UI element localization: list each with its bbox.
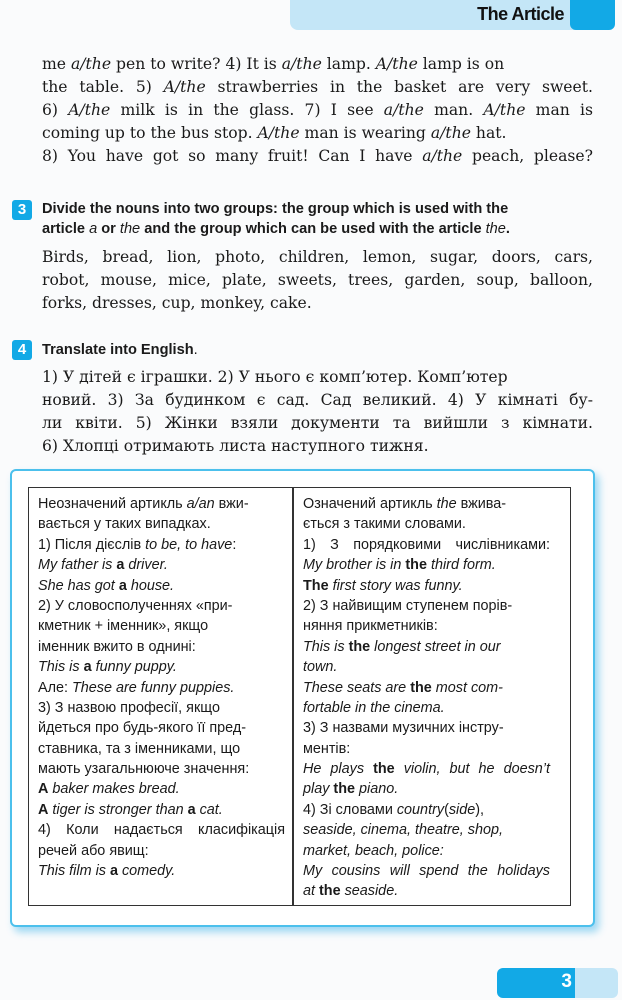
text-run: a/the — [70, 55, 112, 73]
text-line — [303, 657, 550, 677]
text-run: a — [109, 863, 118, 880]
text-run: These seats are — [303, 679, 411, 696]
text-line — [42, 145, 593, 168]
text-run: driver. — [124, 557, 168, 574]
page-title: The Article — [477, 4, 564, 24]
text-run: robot, mouse, mice, plate, sweets, trees, garden, soup, balloon, — [42, 271, 593, 289]
text-line — [303, 881, 550, 901]
text-line — [42, 76, 593, 99]
text-run: He plays — [303, 761, 374, 778]
text-run: йдеться про будь-якого її пред- — [38, 720, 247, 737]
text-run: strawberries in the basket are very sweet. — [205, 78, 593, 96]
text-run: man is — [525, 101, 594, 119]
page-number: 3 — [561, 971, 572, 992]
text-run: A/the — [483, 101, 526, 119]
text-line — [38, 657, 285, 677]
table-divider — [292, 487, 294, 906]
text-run: This is — [303, 638, 349, 655]
text-run: longest street in our — [370, 638, 501, 655]
task3-heading — [42, 199, 593, 239]
header-tab — [570, 0, 615, 30]
text-run: fortable in the cinema. — [303, 699, 445, 716]
text-run: cat. — [195, 801, 223, 818]
text-run: 1) З порядковими числівниками: — [303, 536, 550, 553]
text-run: town. — [303, 659, 338, 676]
text-run: to be, to have — [145, 536, 233, 553]
text-run: or — [97, 221, 120, 237]
text-run: A/the — [68, 101, 111, 119]
text-run: a/an — [186, 496, 215, 512]
text-line — [42, 99, 593, 122]
text-run: Translate into English — [42, 342, 194, 358]
text-line — [38, 514, 285, 534]
text-run: violin, but he doesn’t — [394, 761, 550, 778]
text-run: hat. — [470, 124, 507, 142]
text-run: My father is — [38, 557, 117, 574]
text-run: 4) Коли надається класифікація — [38, 822, 285, 839]
text-run: baker makes bread. — [48, 781, 180, 798]
text-run: the — [373, 761, 395, 778]
task-number-badge: 4 — [12, 340, 32, 360]
text-run: Але: — [38, 679, 72, 696]
text-run: 1) Після дієслів — [38, 536, 146, 553]
text-run: comedy. — [117, 863, 176, 880]
text-line — [303, 555, 550, 575]
text-run: a — [118, 577, 127, 594]
text-run: a/the — [281, 55, 322, 73]
text-run: a — [83, 659, 92, 676]
text-run: a/the — [383, 101, 424, 119]
text-line — [38, 759, 285, 779]
text-run: ( — [444, 801, 449, 818]
rule-column-indefinite — [38, 494, 285, 881]
text-run: A — [38, 781, 49, 798]
exercise-text — [42, 53, 593, 168]
text-run: 6) Хлопці отримають листа наступного тижня. — [42, 437, 429, 455]
text-run: A — [38, 801, 49, 818]
text-line — [303, 576, 550, 596]
text-line — [42, 292, 593, 315]
text-run: ли квіти. 5) Жінки взяли документи та вийшли з кімнати. — [42, 414, 593, 432]
text-line — [303, 678, 550, 698]
text-line — [42, 412, 593, 435]
text-run: third form. — [426, 557, 496, 574]
text-run: These are funny puppies. — [72, 679, 235, 696]
text-run: Означений артикль — [303, 496, 437, 512]
text-run: first story was funny. — [328, 577, 463, 594]
task4-heading — [42, 340, 593, 360]
text-line — [303, 718, 550, 738]
text-run: 3) З назвами музичних інстру- — [303, 720, 504, 737]
text-run: кметник + іменник», якщо — [38, 618, 209, 635]
text-run: ється з такими словами. — [303, 516, 466, 533]
text-run: іменник вжито в однині: — [38, 638, 196, 655]
text-run: ментів: — [303, 740, 351, 757]
text-line — [42, 435, 593, 458]
text-run: 2) З найвищим ступенем порів- — [303, 597, 513, 614]
text-run: This is — [38, 659, 84, 676]
text-run: Divide the nouns into two groups: the group which is used with the — [42, 201, 509, 217]
text-run: вається у таких випадках. — [38, 516, 211, 533]
text-line — [303, 759, 550, 779]
text-run: the — [348, 638, 371, 655]
text-line — [38, 494, 285, 514]
text-line — [42, 389, 593, 412]
text-run: A/the — [163, 78, 206, 96]
text-run: a — [187, 801, 196, 818]
text-run: мають узагальнююче значення: — [38, 761, 250, 778]
text-line — [303, 514, 550, 534]
text-line — [303, 637, 550, 657]
text-line — [38, 678, 285, 698]
text-line — [38, 779, 285, 799]
text-line — [38, 739, 285, 759]
text-run: seaside, cinema, theatre, shop, — [303, 822, 503, 839]
text-line — [38, 718, 285, 738]
text-run: seaside. — [340, 883, 399, 900]
text-run: 6) — [42, 101, 69, 119]
text-line — [303, 698, 550, 718]
task4-body — [42, 366, 593, 458]
text-run: the — [436, 496, 457, 512]
text-run: My brother is in — [303, 557, 406, 574]
text-line — [303, 535, 550, 555]
text-run: man is wearing — [299, 124, 431, 142]
text-run: house. — [126, 577, 175, 594]
text-run: the — [119, 221, 141, 237]
text-run: man. — [423, 101, 484, 119]
text-run: piano. — [355, 781, 399, 798]
text-run: the — [405, 557, 427, 574]
text-run: article — [42, 221, 90, 237]
text-run: lamp is on — [417, 55, 505, 73]
text-run: lamp. — [321, 55, 376, 73]
text-line — [303, 739, 550, 759]
text-run: A/the — [375, 55, 418, 73]
text-line — [303, 494, 550, 514]
text-run: most com- — [431, 679, 503, 696]
text-run: 1) У дітей є іграшки. 2) У нього є комп’ютер. Комп’ютер — [42, 368, 508, 386]
text-line — [42, 246, 593, 269]
text-run: the — [319, 883, 341, 900]
text-line — [38, 698, 285, 718]
text-run: side — [448, 801, 476, 818]
text-run: forks, dresses, cup, monkey, cake. — [42, 294, 312, 312]
text-run: at — [303, 883, 319, 900]
text-line — [303, 616, 550, 636]
text-run: me — [42, 55, 71, 73]
text-run: coming up to the bus stop. — [42, 124, 258, 142]
text-run: ), — [475, 801, 485, 818]
page-number-tab-light — [575, 968, 618, 998]
text-run: Неозначений артикль — [38, 496, 187, 512]
text-run: : — [232, 536, 237, 553]
text-run: вжива- — [456, 496, 507, 512]
text-run: pen to write? 4) It is — [111, 55, 282, 73]
text-run: country — [396, 801, 445, 818]
text-line — [303, 779, 550, 799]
text-run: A/the — [257, 124, 300, 142]
text-run: . — [193, 342, 198, 358]
text-line — [42, 199, 593, 219]
text-line — [38, 820, 285, 840]
text-run: a — [89, 221, 98, 237]
text-line — [303, 596, 550, 616]
text-run: 8) You have got so many fruit! Can I have — [42, 147, 423, 165]
text-line — [42, 53, 593, 76]
text-run: and the group which can be used with the article — [140, 221, 486, 237]
text-line — [303, 841, 550, 861]
text-line — [38, 637, 285, 657]
text-line — [38, 555, 285, 575]
text-run: peach, please? — [462, 147, 593, 165]
text-run: funny puppy. — [91, 659, 177, 676]
text-line — [42, 366, 593, 389]
text-line — [38, 535, 285, 555]
text-run: новий. 3) За будинком є сад. Сад великий. 4) У кімнаті бу- — [42, 391, 593, 409]
text-line — [303, 800, 550, 820]
text-run: play — [303, 781, 334, 798]
text-line — [42, 269, 593, 292]
text-line — [38, 841, 285, 861]
text-run: . — [505, 221, 510, 237]
text-run: She has got — [38, 577, 119, 594]
text-run: the — [485, 221, 506, 237]
text-run: Birds, bread, lion, photo, children, lemon, sugar, doors, cars, — [42, 248, 593, 266]
task3-body — [42, 246, 593, 315]
text-run: market, beach, police: — [303, 842, 444, 859]
text-line — [303, 820, 550, 840]
text-run: 4) Зі словами — [303, 801, 397, 818]
text-run: My cousins will spend the holidays — [303, 863, 550, 880]
text-run: ставника, та з іменниками, що — [38, 740, 241, 757]
text-line — [303, 861, 550, 881]
text-run: вжи- — [214, 496, 249, 512]
text-line — [38, 576, 285, 596]
text-run: a/the — [430, 124, 471, 142]
text-run: a/the — [422, 147, 463, 165]
text-run: речей або явищ: — [38, 842, 149, 859]
text-run: The — [303, 577, 329, 594]
text-run: the table. 5) — [42, 78, 164, 96]
text-line — [38, 861, 285, 881]
text-line — [42, 219, 593, 239]
text-run: This film is — [38, 863, 110, 880]
text-run: 2) У словосполученнях «при- — [38, 597, 233, 614]
text-line — [42, 340, 593, 360]
text-run: the — [410, 679, 432, 696]
rule-column-definite — [303, 494, 550, 902]
text-line — [42, 122, 593, 145]
text-run: няння прикметників: — [303, 618, 438, 635]
text-run: a — [116, 557, 125, 574]
text-line — [38, 800, 285, 820]
task-number-badge: 3 — [12, 200, 32, 220]
text-line — [38, 596, 285, 616]
text-line — [38, 616, 285, 636]
text-run: tiger is stronger than — [48, 801, 188, 818]
text-run: 3) З назвою професії, якщо — [38, 699, 220, 716]
text-run: milk is in the glass. 7) I see — [110, 101, 384, 119]
text-run: the — [333, 781, 355, 798]
